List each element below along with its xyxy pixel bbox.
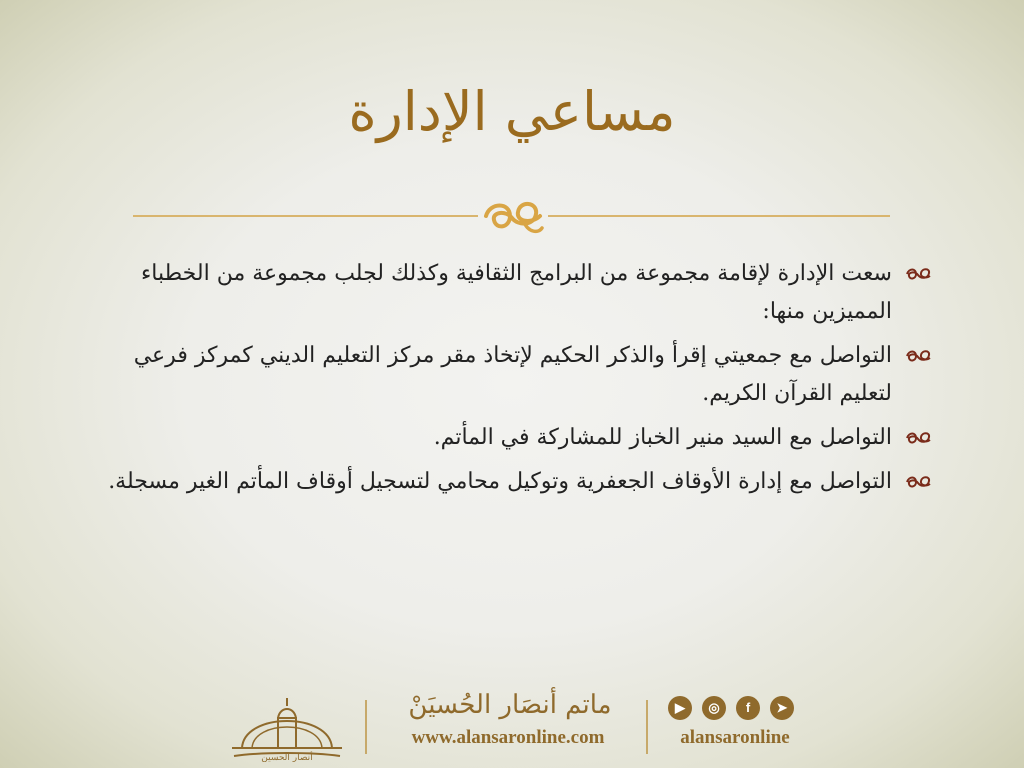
bullet-flourish-icon: [904, 473, 932, 491]
bullet-text: سعت الإدارة لإقامة مجموعة من البرامج الثقافية وكذلك لجلب مجموعة من الخطباء المميزين منها:: [140, 261, 892, 324]
slide-title: مساعي الإدارة: [348, 80, 676, 143]
footer-separator: [646, 700, 648, 754]
telegram-icon[interactable]: ➤: [770, 696, 794, 720]
social-icons-row: [668, 696, 808, 724]
bullet-flourish-icon: [904, 347, 932, 365]
bullet-item: [100, 255, 940, 331]
footer-separator: [365, 700, 367, 754]
instagram-icon[interactable]: ◎: [702, 696, 726, 720]
bullet-flourish-icon: [904, 265, 932, 283]
title-divider-left: [133, 215, 478, 217]
title-divider-right: [548, 215, 890, 217]
bullet-text: التواصل مع إدارة الأوقاف الجعفرية وتوكيل محامي لتسجيل أوقاف المأتم الغير مسجلة.: [108, 469, 892, 494]
youtube-icon[interactable]: ▶: [668, 696, 692, 720]
ornament-flourish-icon: [480, 192, 546, 238]
footer-branding: [0, 690, 1024, 768]
bullet-list: [100, 255, 940, 507]
svg-text:أنصار الحسين: أنصار الحسين: [261, 753, 313, 762]
facebook-icon[interactable]: f: [736, 696, 760, 720]
bullet-item: [100, 463, 940, 501]
brand-name: ماتم أنصَار الحُسيَنْ: [408, 690, 612, 720]
mosque-dome-logo: [222, 692, 352, 762]
bullet-text: التواصل مع جمعيتي إقرأ والذكر الحكيم لإتخاذ مقر مركز التعليم الديني كمركز فرعي لتعليم القرآن الكريم.: [133, 343, 892, 406]
bullet-flourish-icon: [904, 429, 932, 447]
bullet-text: التواصل مع السيد منير الخباز للمشاركة في المأتم.: [433, 425, 892, 450]
social-handle[interactable]: alansaronline: [680, 727, 790, 748]
bullet-item: [100, 419, 940, 457]
website-link[interactable]: www.alansaronline.com: [411, 727, 605, 748]
bullet-item: [100, 337, 940, 413]
